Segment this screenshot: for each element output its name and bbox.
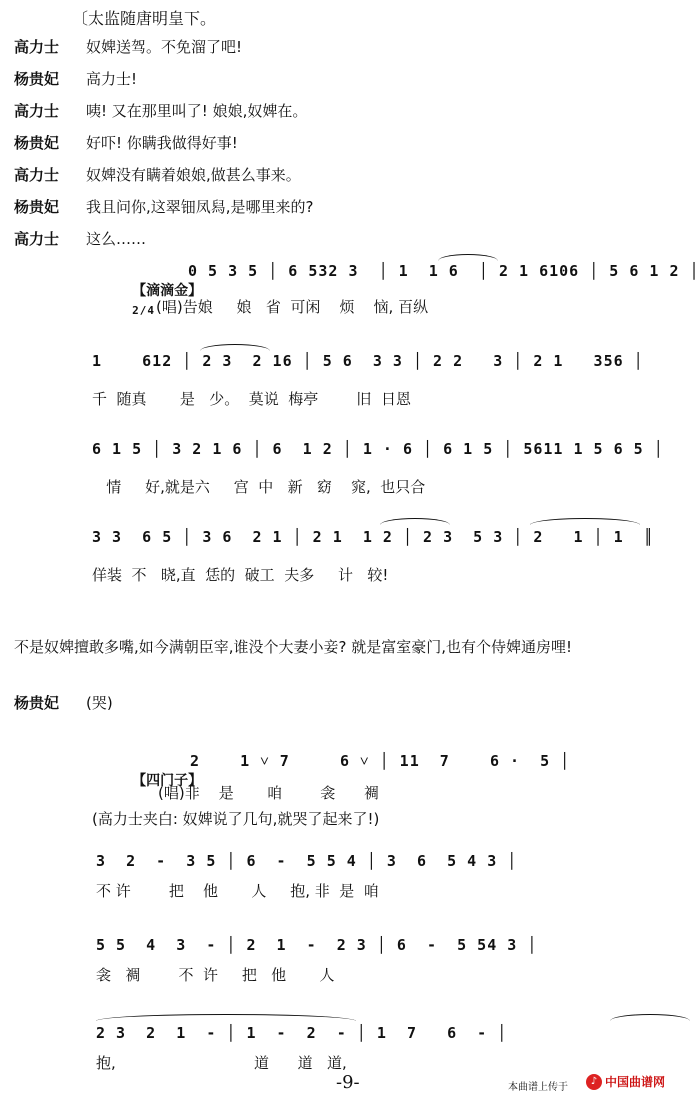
speaker: 高力士: [14, 102, 60, 120]
dialogue-line: [14, 132, 694, 158]
score2-line-2-lyrics: 不 许 把 他 人 抱, 非 是 咱: [96, 882, 379, 900]
slur-mark: [530, 518, 640, 525]
stage-direction: 〔太监随唐明皇下。: [72, 9, 217, 28]
dialogue-text: 奴婢送驾。不免溜了吧!: [86, 38, 243, 56]
dialogue-line: [14, 228, 694, 254]
score1-line-2-notes: 1 612 │ 2 3 2 16 │ 5 6 3 3 │ 2 2 3 │ 2 1 356 │: [92, 352, 644, 370]
dialogue-line: [14, 196, 694, 222]
speaker: 杨贵妃: [14, 694, 60, 712]
score1-line-4-lyrics: 佯装 不 晓,直 恁的 破工 夫多 计 较!: [92, 566, 389, 584]
dialogue-text: 咦! 又在那里叫了! 娘娘,奴婢在。: [86, 102, 308, 120]
dialogue-line: [14, 100, 694, 126]
upload-note: 本曲谱上传于: [508, 1082, 568, 1093]
score2-line-3-lyrics: 衾 裯 不 许 把 他 人: [96, 966, 335, 984]
score2-line-4-notes: 2 3 2 1 - │ 1 - 2 - │ 1 7 6 - │: [96, 1024, 508, 1042]
score1-line-3-lyrics: 情 好,就是六 宫 中 新 窈 窕, 也只合: [92, 478, 426, 496]
qupai-title: 【滴滴金】: [132, 283, 203, 299]
slur-mark: [96, 1014, 356, 1021]
dialogue-line: [14, 164, 694, 190]
stage-cry: (哭): [86, 694, 113, 712]
dialogue-line: [14, 36, 694, 62]
time-signature: 2/4: [132, 304, 155, 317]
speaker: 杨贵妃: [14, 198, 60, 216]
slur-mark: [610, 1014, 690, 1021]
dialogue-text: 这么……: [86, 230, 147, 248]
dialogue-text: 高力士!: [86, 70, 138, 88]
dialogue-text: 我且问你,这翠钿凤舄,是哪里来的?: [86, 198, 314, 216]
speaker: 高力士: [14, 230, 60, 248]
slur-mark: [380, 518, 450, 525]
speaker: 杨贵妃: [14, 70, 60, 88]
score2-line-3-notes: 5 5 4 3 - │ 2 1 - 2 3 │ 6 - 5 54 3 │: [96, 936, 538, 954]
slur-mark: [200, 344, 270, 351]
speaker: 杨贵妃: [14, 134, 60, 152]
score1-line-4-notes: 3 3 6 5 │ 3 6 2 1 │ 2 1 1 2 │ 2 3 5 3 │ 2 1 │ 1 ║: [92, 528, 654, 546]
score2-line-2-notes: 3 2 - 3 5 │ 6 - 5 5 4 │ 3 6 5 4 3 │: [96, 852, 518, 870]
qupai-title: 【四门子】: [132, 773, 203, 789]
score1-line-2-lyrics: 千 随真 是 少。 莫说 梅亭 旧 日恩: [92, 390, 411, 408]
dialogue-line: [14, 68, 694, 94]
dialogue-text: 好吓! 你瞒我做得好事!: [86, 134, 238, 152]
slur-mark: [438, 254, 498, 261]
site-name: 中国曲谱网: [605, 1075, 666, 1089]
speaker: 高力士: [14, 38, 60, 56]
score2-line-1-notes: 2 1 ˅ 7 6 ˅ │ 11 7 6 · 5 │: [190, 752, 571, 770]
site-logo: [586, 1073, 665, 1090]
score2-line-1-lyrics: (唱)非 是 咱 衾 裯: [158, 784, 379, 802]
score2-aside: (高力士夹白: 奴婢说了几句,就哭了起来了!): [92, 810, 380, 828]
speaker: 高力士: [14, 166, 60, 184]
page-number: -9-: [336, 1072, 360, 1093]
score2-line-4-lyrics: 抱, 道 道 道,: [96, 1054, 347, 1072]
logo-icon: ♪: [586, 1074, 602, 1090]
score1-line-3-notes: 6 1 5 │ 3 2 1 6 │ 6 1 2 │ 1 · 6 │ 6 1 5 │ 5611 1 5 6 5 │: [92, 440, 664, 458]
score1-line-1-lyrics: (唱)告娘 娘 省 可闲 烦 恼, 百纵: [156, 298, 429, 316]
dialogue-line-cry: [14, 692, 694, 718]
dialogue-text: 奴婢没有瞒着娘娘,做甚么事来。: [86, 166, 301, 184]
prose-speech: 不是奴婢擅敢多嘴,如今满朝臣宰,谁没个大妻小妾? 就是富室豪门,也有个侍婢通房哩!: [14, 638, 573, 656]
score1-line-1-notes: 0 5 3 5 │ 6 532 3 │ 1 1 6 │ 2 1 6106 │ 5 6 1 2 │: [188, 262, 700, 280]
